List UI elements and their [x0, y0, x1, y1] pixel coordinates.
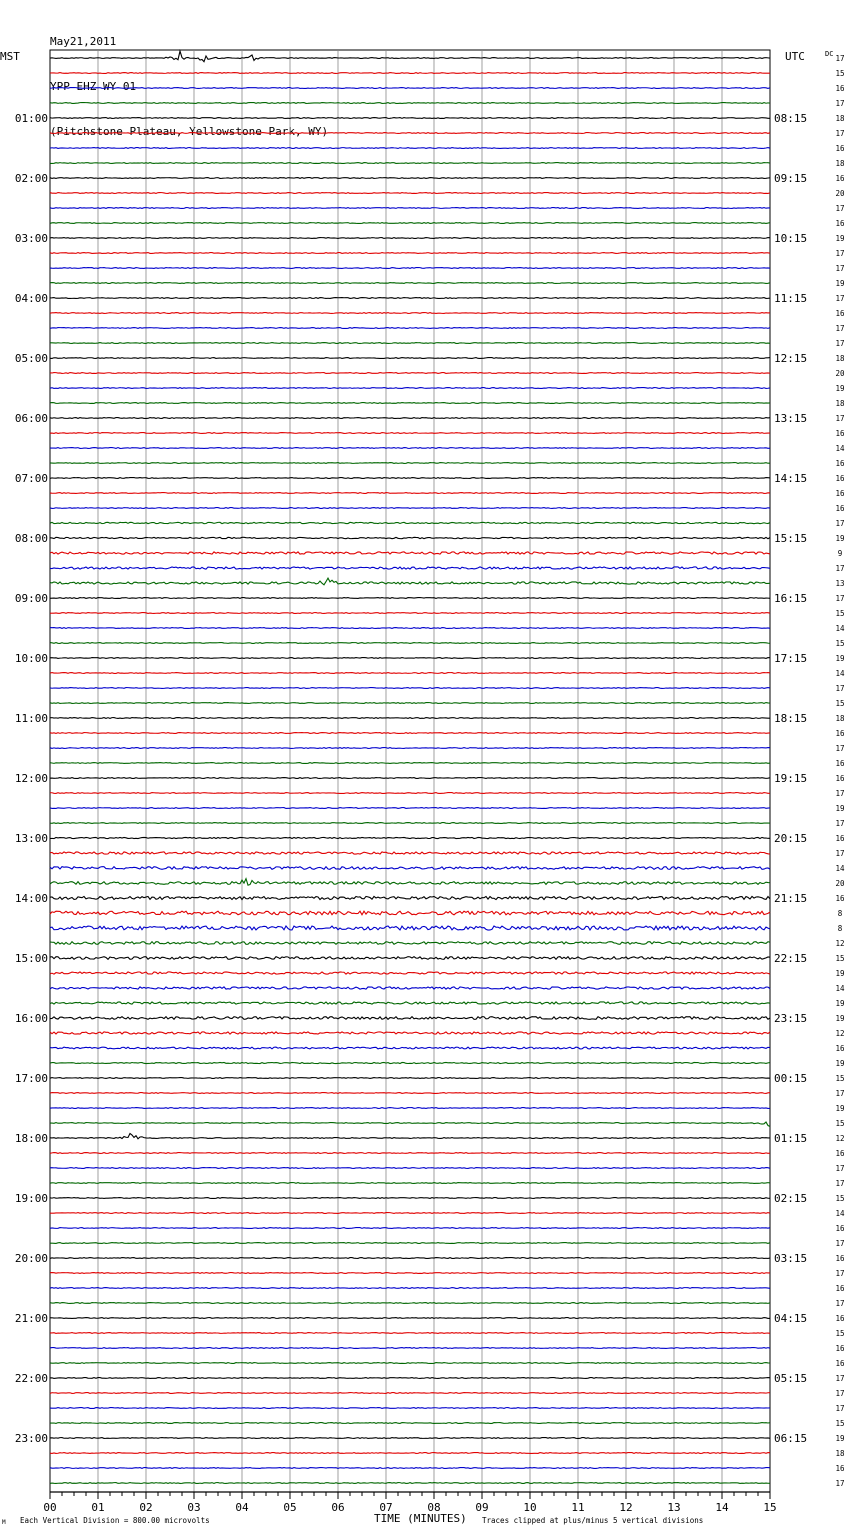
dc-offset-label: 19 [835, 804, 845, 813]
mst-hour-label: 23:00 [14, 1432, 48, 1445]
dc-offset-label: 16 [835, 1254, 845, 1263]
dc-offset-label: 19 [835, 234, 845, 243]
trace-row [50, 283, 770, 284]
utc-axis-title: UTC [785, 50, 805, 63]
x-tick-label: 13 [667, 1501, 681, 1514]
dc-offset-label: 20 [835, 369, 845, 378]
x-tick-label: 06 [331, 1501, 345, 1514]
scale-note: Each Vertical Division = 800.00 microvolts [20, 1516, 210, 1525]
trace-row [50, 418, 770, 419]
mst-hour-label: 01:00 [14, 112, 48, 125]
dc-offset-label: 20 [835, 189, 845, 198]
dc-offset-label: 17 [835, 324, 845, 333]
trace-row [50, 118, 770, 119]
utc-hour-label: 02:15 [774, 1192, 808, 1205]
x-tick-label: 12 [619, 1501, 633, 1514]
trace-row [50, 1078, 770, 1079]
trace-row [50, 1213, 770, 1214]
utc-hour-label: 18:15 [774, 712, 808, 725]
trace-row [50, 703, 770, 704]
trace-row [50, 463, 770, 464]
dc-offset-label: 15 [835, 1119, 845, 1128]
dc-offset-label: 17 [835, 519, 845, 528]
mst-hour-label: 05:00 [14, 352, 48, 365]
x-tick-label: 03 [187, 1501, 201, 1514]
trace-row [50, 403, 770, 404]
plot-frame [50, 50, 770, 1492]
dc-offset-label: 19 [835, 534, 845, 543]
dc-offset-label: 19 [835, 969, 845, 978]
mst-hour-label: 16:00 [14, 1012, 48, 1025]
dc-offset-label: 16 [835, 174, 845, 183]
dc-offset-label: 13 [835, 579, 845, 588]
trace-row [50, 793, 770, 794]
trace-row [50, 628, 770, 629]
dc-offset-label: 16 [835, 429, 845, 438]
trace-row [50, 578, 770, 585]
dc-offset-label: 19 [835, 1104, 845, 1113]
trace-row [50, 208, 770, 209]
dc-offset-label: 15 [835, 699, 845, 708]
dc-offset-label: 17 [835, 264, 845, 273]
trace-row [50, 1318, 770, 1319]
clip-note: Traces clipped at plus/minus 5 vertical divisions [482, 1516, 704, 1525]
mst-hour-label: 11:00 [14, 712, 48, 725]
mst-hour-label: 13:00 [14, 832, 48, 845]
dc-offset-label: 16 [835, 1464, 845, 1473]
dc-offset-label: 12 [835, 939, 845, 948]
dc-offset-label: 15 [835, 1329, 845, 1338]
dc-offset-label: 16 [835, 144, 845, 153]
dc-offset-label: 17 [835, 789, 845, 798]
trace-row [50, 1258, 770, 1259]
trace-row [50, 1133, 770, 1138]
trace-row [50, 867, 770, 870]
dc-offset-label: 14 [835, 984, 845, 993]
dc-offset-label: 16 [835, 759, 845, 768]
trace-row [50, 763, 770, 764]
trace-row [50, 328, 770, 329]
mst-hour-label: 21:00 [14, 1312, 48, 1325]
dc-offset-label: 17 [835, 849, 845, 858]
dc-offset-label: 17 [835, 1374, 845, 1383]
trace-row [50, 911, 770, 915]
dc-offset-label: 9 [837, 549, 843, 558]
dc-offset-label: 16 [835, 459, 845, 468]
utc-hour-label: 01:15 [774, 1132, 808, 1145]
dc-offset-label: 16 [835, 84, 845, 93]
dc-offset-label: 16 [835, 474, 845, 483]
dc-offset-label: 14 [835, 624, 845, 633]
trace-row [50, 1393, 770, 1394]
mst-hour-label: 15:00 [14, 952, 48, 965]
dc-offset-label: 17 [835, 54, 845, 63]
utc-hour-label: 03:15 [774, 1252, 808, 1265]
trace-row [50, 448, 770, 449]
dc-offset-label: 17 [835, 339, 845, 348]
trace-row [50, 253, 770, 254]
trace-row [50, 343, 770, 344]
dc-offset-label: 16 [835, 729, 845, 738]
x-tick-label: 00 [43, 1501, 57, 1514]
dc-offset-label: 17 [835, 1404, 845, 1413]
trace-row [50, 552, 770, 554]
dc-offset-label: 18 [835, 159, 845, 168]
trace-row [50, 493, 770, 494]
dc-offset-label: 14 [835, 1209, 845, 1218]
utc-hour-label: 05:15 [774, 1372, 808, 1385]
utc-hour-label: 11:15 [774, 292, 808, 305]
mst-hour-label: 19:00 [14, 1192, 48, 1205]
dc-offset-label: 8 [837, 909, 843, 918]
utc-hour-label: 23:15 [774, 1012, 808, 1025]
dc-offset-label: 17 [835, 744, 845, 753]
dc-offset-label: 16 [835, 1224, 845, 1233]
mst-hour-label: 09:00 [14, 592, 48, 605]
utc-hour-label: 12:15 [774, 352, 808, 365]
trace-row [50, 1333, 770, 1334]
dc-offset-label: 19 [835, 384, 845, 393]
trace-row [50, 298, 770, 299]
dc-offset-label: 16 [835, 1314, 845, 1323]
utc-hour-label: 04:15 [774, 1312, 808, 1325]
x-axis-title: TIME (MINUTES) [374, 1512, 467, 1525]
dc-offset-label: 17 [835, 564, 845, 573]
trace-row [50, 957, 770, 960]
trace-row [50, 1153, 770, 1154]
chart-date: May21,2011 [50, 35, 117, 48]
trace-row [50, 103, 770, 104]
trace-row [50, 837, 770, 838]
mst-hour-label: 12:00 [14, 772, 48, 785]
utc-hour-label: 22:15 [774, 952, 808, 965]
trace-row [50, 1288, 770, 1289]
dc-offset-label: 16 [835, 1344, 845, 1353]
trace-row [50, 1047, 770, 1049]
dc-offset-label: 17 [835, 294, 845, 303]
trace-row [50, 1483, 770, 1484]
utc-hour-label: 06:15 [774, 1432, 808, 1445]
trace-row [50, 1303, 770, 1304]
trace-row [50, 1093, 770, 1094]
dc-offset-label: 16 [835, 1359, 845, 1368]
trace-row [50, 1363, 770, 1364]
dc-offset-label: 16 [835, 774, 845, 783]
dc-offset-label: 14 [835, 669, 845, 678]
utc-hour-label: 16:15 [774, 592, 808, 605]
dc-offset-label: 17 [835, 819, 845, 828]
dc-offset-label: 15 [835, 954, 845, 963]
dc-offset-label: 12 [835, 1029, 845, 1038]
utc-hour-label: 14:15 [774, 472, 808, 485]
trace-row [50, 478, 770, 479]
station-code: YPP EHZ WY 01 [50, 80, 137, 93]
trace-row [50, 133, 770, 134]
trace-row [50, 178, 770, 179]
dc-offset-label: 8 [837, 924, 843, 933]
dc-offset-label: 17 [835, 99, 845, 108]
trace-row [50, 1348, 770, 1349]
mst-hour-label: 08:00 [14, 532, 48, 545]
trace-row [50, 433, 770, 434]
trace-row [50, 748, 770, 749]
trace-row [50, 1183, 770, 1184]
trace-row [50, 373, 770, 374]
mst-hour-label: 20:00 [14, 1252, 48, 1265]
dc-offset-label: 15 [835, 1194, 845, 1203]
x-tick-label: 08 [427, 1501, 441, 1514]
dc-offset-label: 15 [835, 1419, 845, 1428]
trace-row [50, 778, 770, 779]
dc-offset-label: 14 [835, 444, 845, 453]
mst-hour-label: 18:00 [14, 1132, 48, 1145]
dc-offset-label: 17 [835, 129, 845, 138]
mst-hour-label: 03:00 [14, 232, 48, 245]
dc-offset-label: 16 [835, 489, 845, 498]
trace-row [50, 1438, 770, 1439]
trace-row [50, 522, 770, 523]
trace-row [50, 1228, 770, 1229]
utc-hour-label: 00:15 [774, 1072, 808, 1085]
trace-row [50, 1408, 770, 1409]
trace-row [50, 823, 770, 824]
utc-hour-label: 19:15 [774, 772, 808, 785]
trace-row [50, 1062, 770, 1063]
mst-hour-label: 14:00 [14, 892, 48, 905]
x-tick-label: 15 [763, 1501, 777, 1514]
dc-offset-label: 18 [835, 714, 845, 723]
trace-row [50, 718, 770, 719]
x-tick-label: 09 [475, 1501, 489, 1514]
dc-offset-label: 16 [835, 219, 845, 228]
trace-row [50, 148, 770, 149]
trace-row [50, 51, 770, 62]
trace-row [50, 808, 770, 809]
dc-offset-label: 17 [835, 1164, 845, 1173]
trace-row [50, 852, 770, 854]
dc-offset-label: 17 [835, 594, 845, 603]
dc-offset-label: 17 [835, 684, 845, 693]
dc-offset-label: 17 [835, 1479, 845, 1488]
dc-offset-label: 14 [835, 864, 845, 873]
trace-row [50, 508, 770, 509]
trace-row [50, 358, 770, 359]
dc-offset-label: 17 [835, 204, 845, 213]
dc-offset-label: 12 [835, 1134, 845, 1143]
x-tick-label: 14 [715, 1501, 729, 1514]
trace-row [50, 598, 770, 599]
utc-hour-label: 13:15 [774, 412, 808, 425]
utc-hour-label: 20:15 [774, 832, 808, 845]
dc-offset-label: 16 [835, 1284, 845, 1293]
mst-axis-title: MST [0, 50, 20, 63]
mst-hour-label: 10:00 [14, 652, 48, 665]
trace-row [50, 313, 770, 314]
trace-row [50, 1168, 770, 1169]
dc-offset-label: 17 [835, 1299, 845, 1308]
dc-offset-label: 17 [835, 249, 845, 258]
dc-offset-label: 15 [835, 1074, 845, 1083]
trace-row [50, 688, 770, 689]
mst-hour-label: 17:00 [14, 1072, 48, 1085]
mst-hour-label: 02:00 [14, 172, 48, 185]
dc-offset-label: 16 [835, 504, 845, 513]
dc-offset-label: 19 [835, 1434, 845, 1443]
trace-row [50, 658, 770, 659]
time-grid [50, 50, 770, 1499]
trace-row [50, 942, 770, 945]
trace-row [50, 88, 770, 89]
dc-offset-label: 17 [835, 1089, 845, 1098]
x-tick-label: 11 [571, 1501, 585, 1514]
x-tick-label: 02 [139, 1501, 153, 1514]
dc-offset-label: 16 [835, 309, 845, 318]
trace-row [50, 223, 770, 224]
utc-hour-label: 10:15 [774, 232, 808, 245]
dc-offset-label: 15 [835, 609, 845, 618]
trace-row [50, 1273, 770, 1274]
utc-hour-label: 17:15 [774, 652, 808, 665]
dc-offset-label: 16 [835, 834, 845, 843]
trace-row [50, 1423, 770, 1424]
dc-offset-label: 17 [835, 414, 845, 423]
trace-row [50, 673, 770, 674]
utc-hour-label: 15:15 [774, 532, 808, 545]
trace-row [50, 388, 770, 389]
mst-hour-label: 07:00 [14, 472, 48, 485]
trace-row [50, 1453, 770, 1454]
trace-row [50, 567, 770, 569]
corner-mark: M [2, 1519, 6, 1526]
dc-offset-label: 18 [835, 114, 845, 123]
dc-offset-label: 18 [835, 399, 845, 408]
trace-row [50, 537, 770, 538]
trace-row [50, 1468, 770, 1469]
x-tick-label: 10 [523, 1501, 537, 1514]
trace-row [50, 1243, 770, 1244]
trace-row [50, 987, 770, 989]
x-tick-label: 01 [91, 1501, 105, 1514]
mst-hour-label: 04:00 [14, 292, 48, 305]
dc-offset-title: DC [825, 50, 834, 58]
trace-row [50, 1108, 770, 1109]
station-location: (Pitchstone Plateau, Yellowstone Park, WY) [50, 125, 329, 138]
utc-hour-label: 08:15 [774, 112, 808, 125]
dc-offset-label: 15 [835, 639, 845, 648]
trace-row [50, 73, 770, 74]
dc-offset-label: 17 [835, 1269, 845, 1278]
seismic-traces [50, 51, 770, 1483]
dc-offset-label: 19 [835, 1014, 845, 1023]
dc-offset-label: 18 [835, 1449, 845, 1458]
trace-row [50, 643, 770, 644]
trace-row [50, 1002, 770, 1004]
dc-offset-label: 16 [835, 1149, 845, 1158]
trace-row [50, 238, 770, 239]
dc-offset-label: 15 [835, 69, 845, 78]
x-tick-label: 05 [283, 1501, 297, 1514]
x-tick-label: 07 [379, 1501, 393, 1514]
trace-row [50, 733, 770, 734]
x-tick-label: 04 [235, 1501, 249, 1514]
trace-row [50, 926, 770, 930]
trace-row [50, 1032, 770, 1034]
dc-offset-label: 19 [835, 999, 845, 1008]
utc-hour-label: 09:15 [774, 172, 808, 185]
dc-offset-label: 16 [835, 894, 845, 903]
trace-row [50, 268, 770, 269]
trace-row [50, 1017, 770, 1020]
trace-row [50, 613, 770, 614]
dc-offset-label: 19 [835, 279, 845, 288]
trace-row [50, 972, 770, 974]
mst-hour-label: 06:00 [14, 412, 48, 425]
dc-offset-label: 16 [835, 1044, 845, 1053]
trace-row [50, 1378, 770, 1379]
dc-offset-label: 19 [835, 1059, 845, 1068]
dc-offset-label: 20 [835, 879, 845, 888]
dc-offset-label: 17 [835, 1239, 845, 1248]
dc-offset-label: 17 [835, 1389, 845, 1398]
trace-row [50, 879, 770, 886]
axis-labels [0, 50, 845, 1526]
utc-hour-label: 21:15 [774, 892, 808, 905]
dc-offset-label: 19 [835, 654, 845, 663]
dc-offset-label: 18 [835, 354, 845, 363]
trace-row [50, 193, 770, 194]
trace-row [50, 1198, 770, 1199]
trace-row [50, 896, 770, 899]
trace-row [50, 163, 770, 164]
trace-row [50, 1122, 770, 1126]
dc-offset-label: 17 [835, 1179, 845, 1188]
mst-hour-label: 22:00 [14, 1372, 48, 1385]
